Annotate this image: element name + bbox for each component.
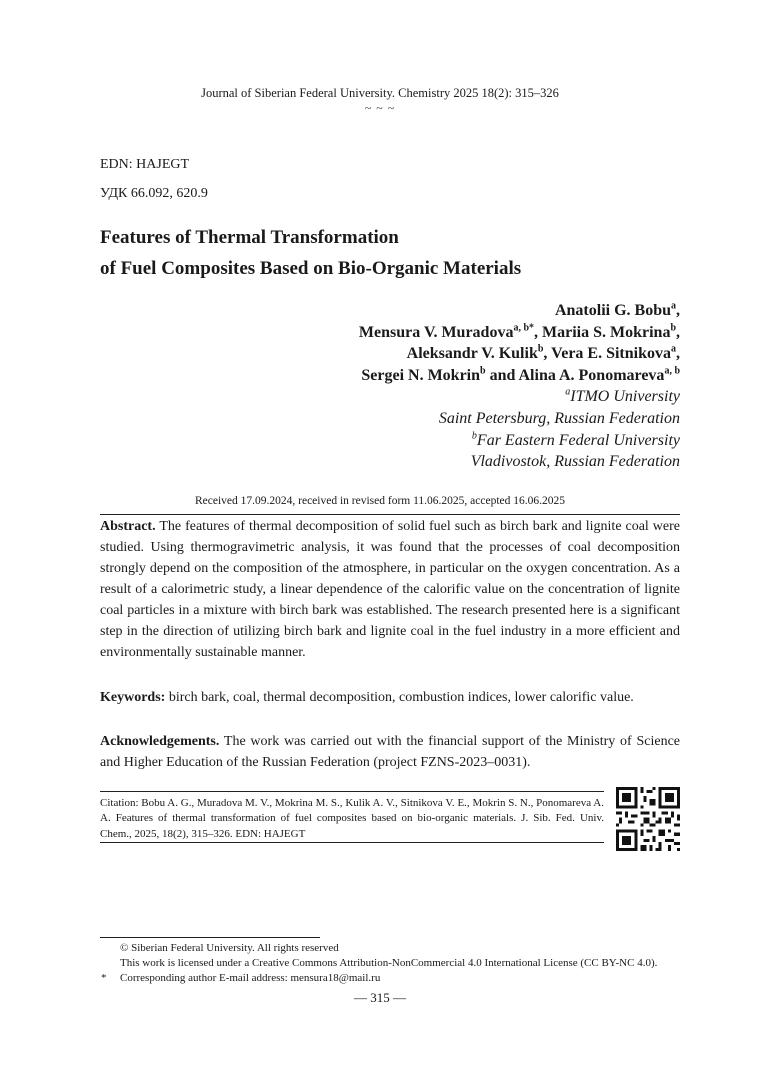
affiliation-b-city: Vladivostok, Russian Federation [470, 453, 680, 471]
footnote-license: This work is licensed under a Creative Commons Attribution-NonCommercial 4.0 International License (CC BY-NC 4.0). [120, 957, 658, 969]
affil-org: ITMO University [570, 388, 680, 406]
affil-sup: b [471, 430, 477, 442]
acknowledgements-label: Acknowledgements. [100, 734, 220, 749]
page-number: — 315 — [354, 990, 406, 1005]
acknowledgements-text: The work was carried out with the financial support of the Ministry of Science and Higher Education of the Russian Federation (project FZNS-2023–0031). [100, 734, 680, 770]
keywords [100, 687, 680, 708]
affiliation-b-org [120, 430, 680, 452]
abstract-label: Abstract. [100, 519, 156, 534]
author-name: Alina A. Ponomareva [518, 366, 665, 384]
author-name: Vera E. Sitnikova [551, 345, 671, 363]
udk-code: УДК 66.092, 620.9 [100, 186, 208, 201]
title-line-2: of Fuel Composites Based on Bio-Organic Materials [100, 258, 522, 279]
citation: Citation: Bobu A. G., Muradova M. V., Mokrina M. S., Kulik A. V., Sitnikova V. E., Mokrin S. N., Ponomareva A. A. Features of thermal transformation of fuel composites based on bio-organic materials. J. Sib. Fed. Univ. Chem., 2025, 18(2), 315–326. EDN: HAJEGT [100, 797, 604, 840]
abstract-text: The features of thermal decomposition of solid fuel such as birch bark and lignite coal were studied. Using thermogravimetric analysis, it was found that the processes of coal decomposition strongly depend on the composition of the atmosphere, in particular on the oxygen concentration. As a result of a calorimetric study, a linear dependence of the calorific value on the concentration of lignite coal particles in a mixture with birch bark was established. The research presented here is a significant step in the direction of utilizing birch bark and lignite coal in the fuel industry in a more efficient and environmentally sustainable manner. [100, 519, 680, 660]
affiliation-a-org [120, 386, 680, 408]
affil-sup: a [565, 387, 571, 399]
author-affil-sup: b [480, 365, 486, 377]
author-affil-sup: b [670, 322, 676, 334]
author-conjunction: and [489, 366, 516, 384]
footnote-corresponding-author: Corresponding author E-mail address: mensura18@mail.ru [120, 972, 381, 984]
received-dates: Received 17.09.2024, received in revised form 11.06.2025, accepted 16.06.2025 [194, 495, 566, 507]
keywords-text: birch bark, coal, thermal decomposition, combustion indices, lower calorific value. [168, 690, 634, 705]
author-affil-sup: a, b [664, 365, 680, 377]
author-name: Mensura V. Muradova [358, 323, 514, 341]
author-name: Sergei N. Mokrin [361, 366, 481, 384]
author-name: Aleksandr V. Kulik [406, 345, 538, 363]
header-ornament: ~ ~ ~ [364, 101, 396, 115]
edn-code: EDN: HAJEGT [100, 157, 190, 172]
abstract [100, 516, 680, 663]
article-title [100, 222, 521, 284]
affil-org: Far Eastern Federal University [476, 431, 680, 449]
affiliation-a-city: Saint Petersburg, Russian Federation [438, 409, 680, 427]
author-line-1: Anatolii G. Bobu$^a$, [554, 300, 680, 319]
citation-top-rule [100, 791, 604, 792]
title-line-1: Features of Thermal Transformation [100, 227, 399, 248]
qr-code-icon[interactable] [616, 787, 680, 851]
author-name: Anatolii G. Bobu [554, 302, 671, 319]
author-line-2: Mensura V. Muradova$^{a, b*}$, Mariia S. Mokrina$^b$, [358, 322, 680, 341]
divider [100, 514, 680, 515]
author-name: Mariia S. Mokrina [542, 323, 671, 341]
keywords-label: Keywords: [100, 690, 166, 705]
author-affil-sup: a [671, 300, 676, 312]
author-line-4 [120, 365, 680, 387]
footnote-asterisk: * [101, 972, 107, 984]
footnote-rule [100, 937, 320, 938]
footnote-copyright: © Siberian Federal University. All rights reserved [120, 942, 339, 954]
author-line-3: Aleksandr V. Kulik$^b$, Vera E. Sitnikova$^a$, [406, 343, 680, 363]
author-affil-sup: a, b* [513, 322, 534, 334]
author-affil-sup: b [537, 343, 544, 355]
author-block [120, 300, 680, 473]
acknowledgements [100, 731, 680, 773]
journal-header: Journal of Siberian Federal University. Chemistry 2025 18(2): 315–326 [201, 86, 559, 100]
citation-bottom-rule [100, 842, 604, 843]
author-affil-sup: a [671, 343, 676, 355]
